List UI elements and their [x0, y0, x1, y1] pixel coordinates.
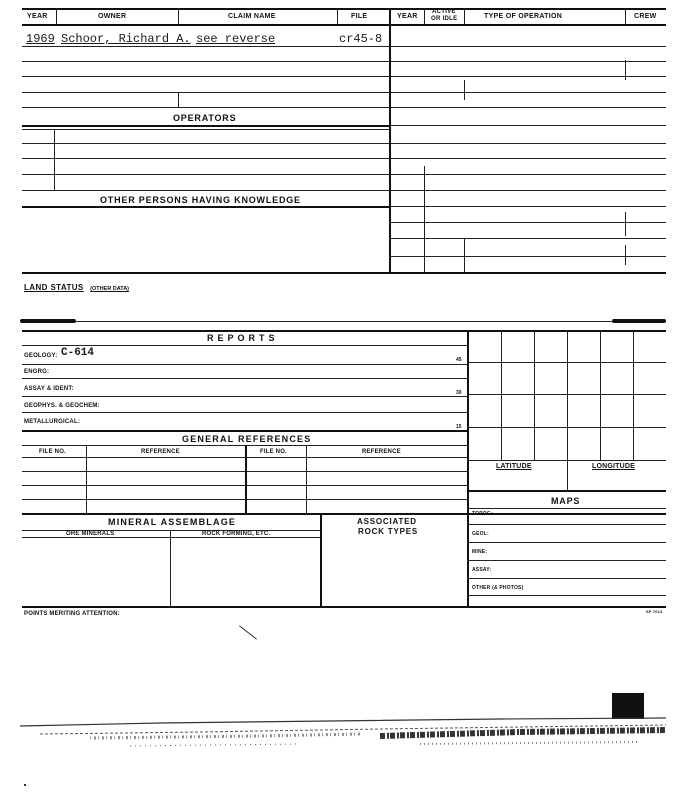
- col-reference: REFERENCE: [141, 449, 180, 455]
- maps-geol: GEOL:: [472, 531, 489, 537]
- col-ore-minerals: ORE MINERALS: [66, 531, 115, 537]
- scan-noise-band: [0, 712, 678, 772]
- reports-title: REPORTS: [207, 333, 279, 343]
- header-crew: CREW: [634, 13, 657, 20]
- col-reference-2: REFERENCE: [362, 449, 401, 455]
- header-type-of-operation: TYPE OF OPERATION: [484, 13, 563, 20]
- form-number: SF 7013: [646, 609, 663, 614]
- header-owner: OWNER: [98, 13, 127, 20]
- row-file: cr45-8: [339, 32, 383, 46]
- operators-label: OPERATORS: [173, 113, 237, 123]
- reports-assay-label: ASSAY & IDENT:: [24, 386, 74, 392]
- associated-label: ASSOCIATED: [357, 517, 417, 526]
- header-active: ACTIVE: [432, 9, 456, 15]
- longitude-label: LONGITUDE: [592, 463, 636, 470]
- points-meriting-attention: POINTS MERITING ATTENTION:: [24, 611, 120, 617]
- header-claim-name: CLAIM NAME: [228, 13, 276, 20]
- header-file: FILE: [351, 13, 368, 20]
- row-year: 1969: [26, 32, 55, 46]
- land-status-label: LAND STATUS: [24, 283, 84, 292]
- reports-engrg-label: ENGRG:: [24, 369, 50, 375]
- general-references-title: GENERAL REFERENCES: [182, 434, 312, 444]
- reports-geophys-label: GEOPHYS. & GEOCHEM:: [24, 403, 100, 409]
- header-year: YEAR: [27, 13, 48, 20]
- reports-geology-label: GEOLOGY:: [24, 353, 58, 359]
- row-owner: Schoor, Richard A.: [61, 32, 191, 46]
- reports-geology-value: C-614: [61, 347, 95, 359]
- scale-45: 45: [456, 357, 462, 363]
- reports-metallurgical-label: METALLURGICAL:: [24, 419, 81, 425]
- latitude-label: LATITUDE: [496, 463, 532, 470]
- maps-mine: MINE:: [472, 549, 488, 555]
- header-or-idle: OR IDLE: [431, 16, 458, 22]
- maps-topog: TOPOG:: [472, 511, 493, 517]
- maps-title: MAPS: [551, 496, 581, 506]
- col-file-no-2: FILE NO.: [260, 449, 287, 455]
- row-claim-name: see reverse: [196, 32, 276, 46]
- maps-assay: ASSAY:: [472, 567, 492, 573]
- col-file-no: FILE NO.: [39, 449, 66, 455]
- land-status-sub: (OTHER DATA): [90, 286, 130, 292]
- col-rock-forming: ROCK FORMING, ETC.: [202, 531, 271, 537]
- other-persons-label: OTHER PERSONS HAVING KNOWLEDGE: [100, 195, 301, 205]
- scale-15: 15: [456, 424, 462, 430]
- scale-30: 30: [456, 390, 462, 396]
- rock-types-label: ROCK TYPES: [358, 527, 419, 536]
- mineral-assemblage-title: MINERAL ASSEMBLAGE: [108, 517, 237, 527]
- maps-other: OTHER (& PHOTOS): [472, 585, 524, 591]
- header-year-2: YEAR: [397, 13, 418, 20]
- land-status: [24, 277, 129, 295]
